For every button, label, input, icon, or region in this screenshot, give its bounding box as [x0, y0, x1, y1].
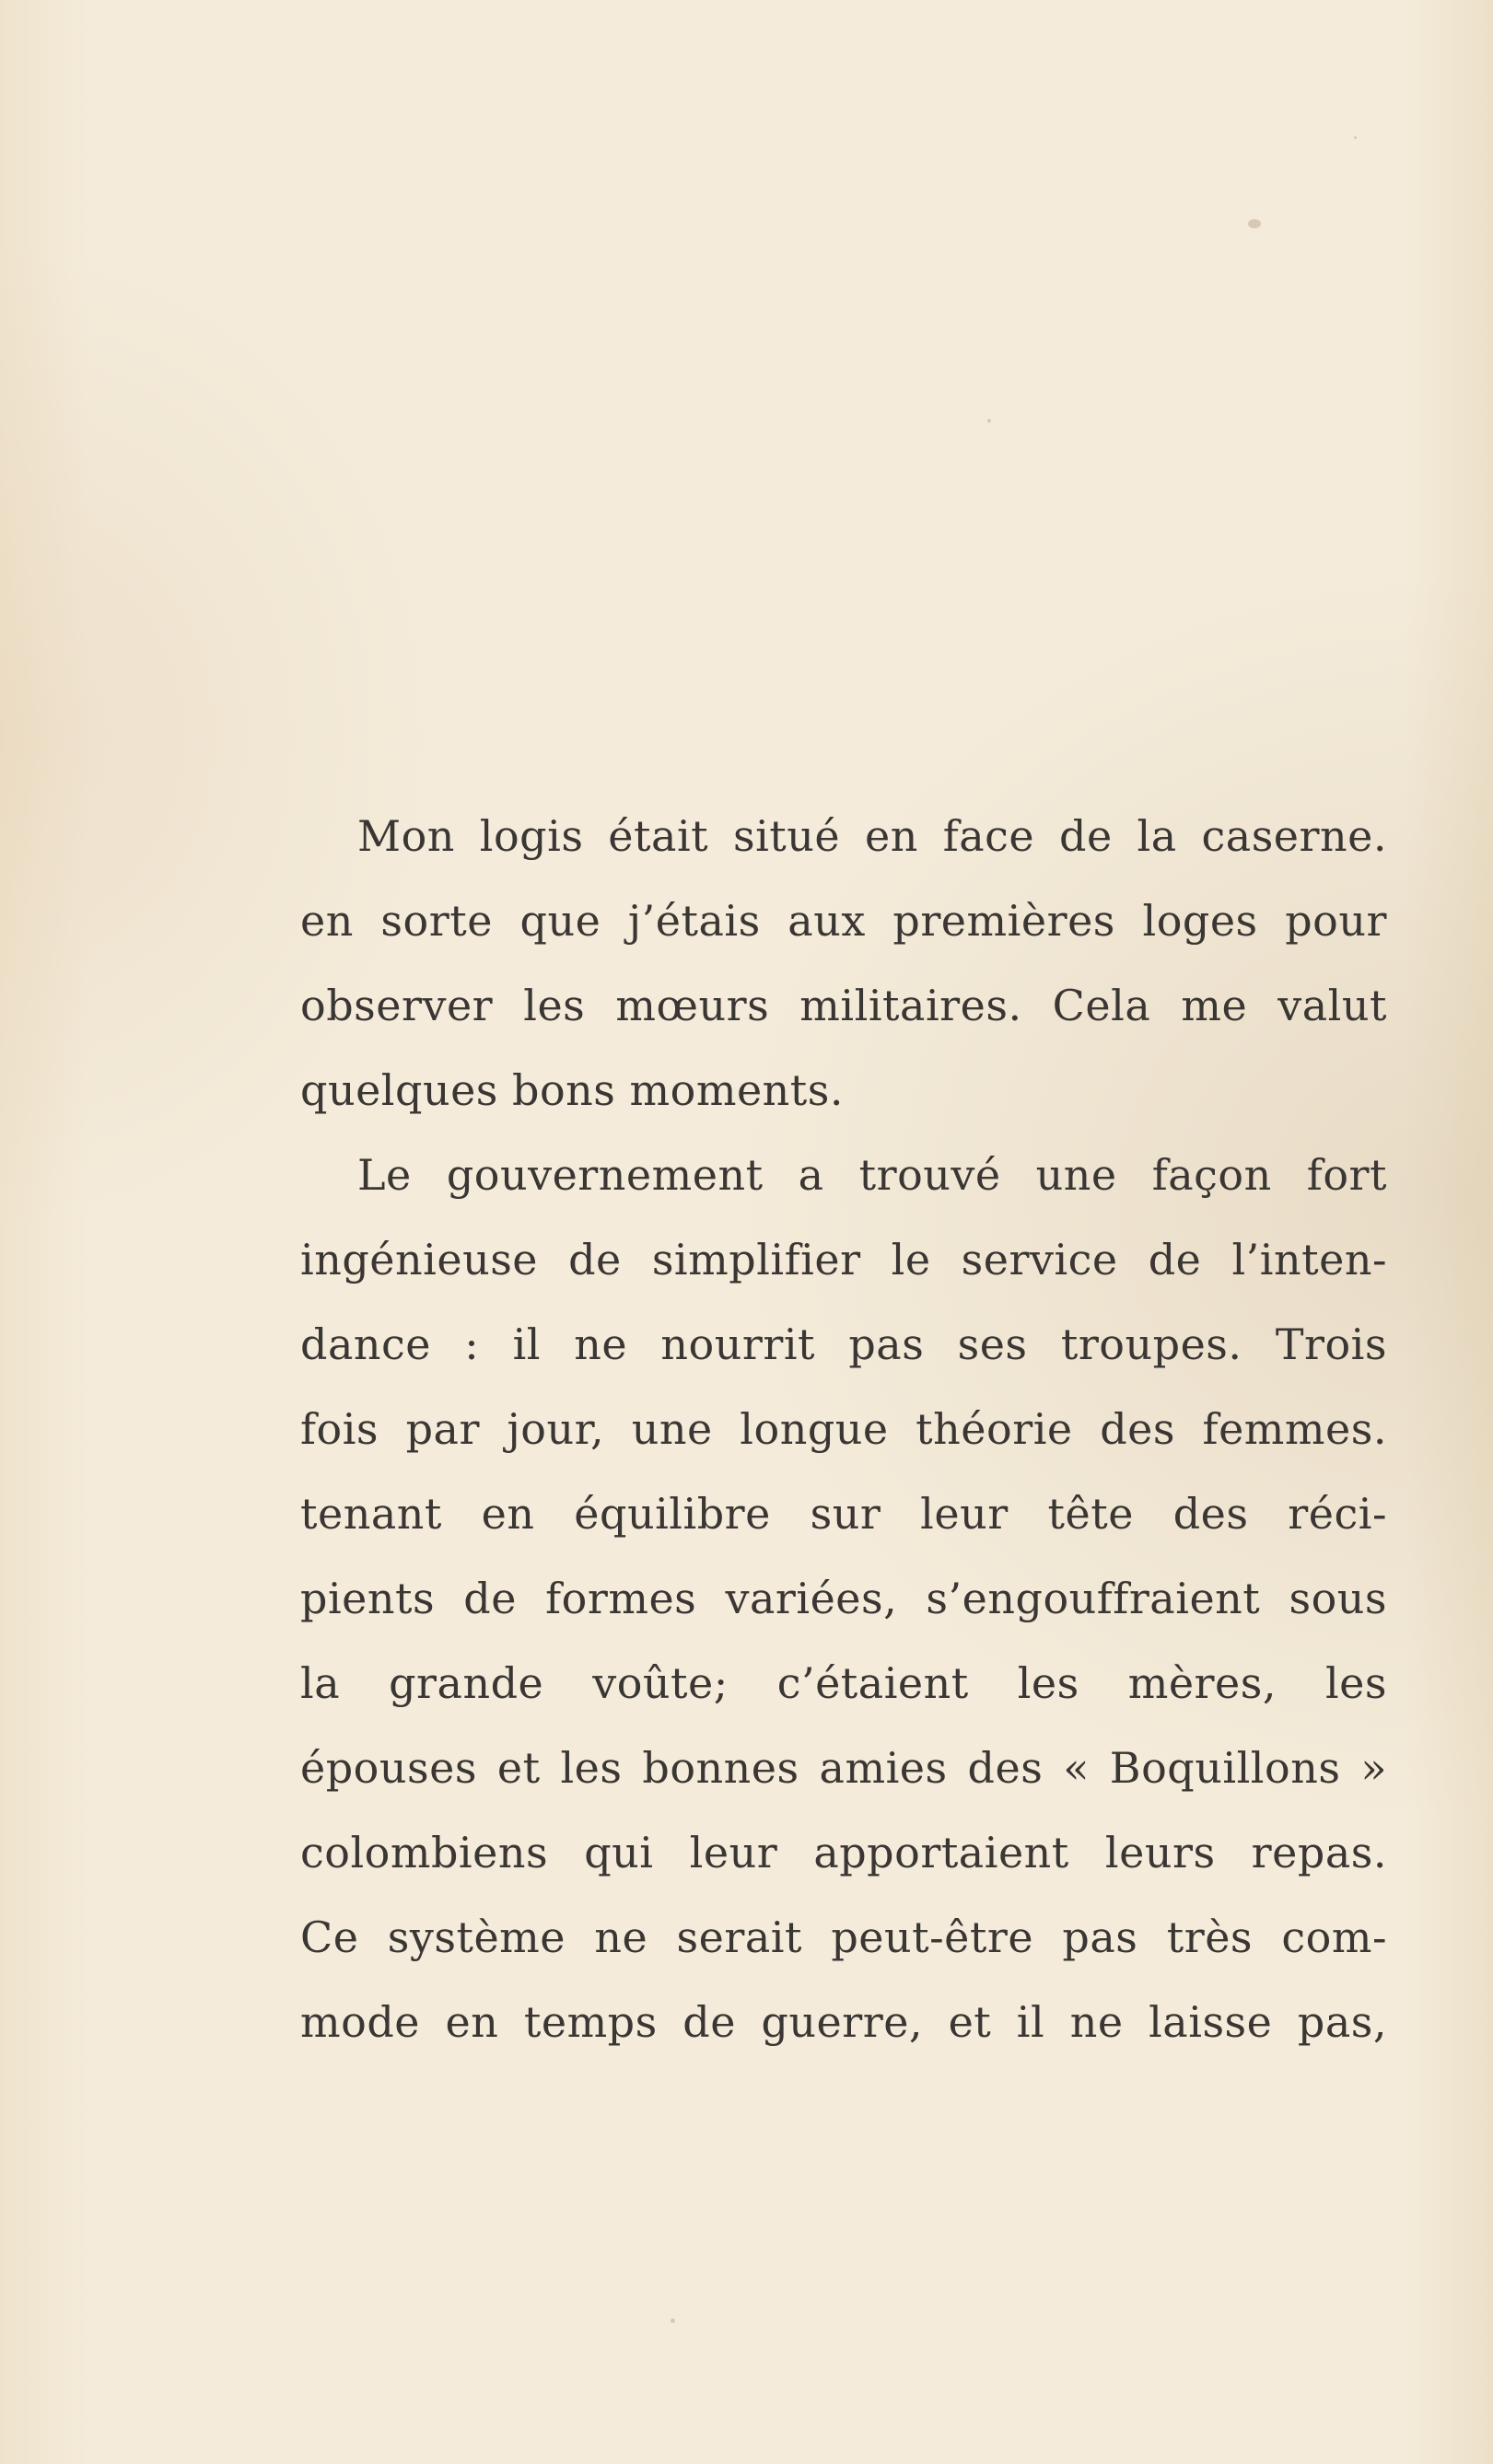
text-line: en sorte que j’étais aux premières loges pour [300, 896, 1387, 946]
body-text [300, 794, 1387, 2064]
paragraph-1 [300, 794, 1387, 1133]
text-line: ingénieuse de simplifier le service de l’inten- [300, 1235, 1387, 1284]
paper-speck [987, 419, 991, 423]
paper-speck [1354, 136, 1357, 139]
text-line: Mon logis était situé en face de la caserne. [357, 811, 1387, 861]
text-line: fois par jour, une longue théorie des femmes. [300, 1404, 1387, 1454]
text-line: observer les mœurs militaires. Cela me valut [300, 981, 1387, 1030]
paragraph-2 [300, 1133, 1387, 2064]
text-line: Le gouvernement a trouvé une façon fort [357, 1150, 1387, 1200]
paper-speck [1248, 219, 1261, 228]
text-line: pients de formes variées, s’engouffraient sous [300, 1574, 1387, 1623]
text-line: épouses et les bonnes amies des « Boquillons » [300, 1743, 1387, 1793]
text-line: colombiens qui leur apportaient leurs repas. [300, 1828, 1387, 1877]
text-line: quelques bons moments. [300, 1065, 845, 1115]
text-line: mode en temps de guerre, et il ne laisse pas, [300, 1997, 1387, 2047]
text-line: dance : il ne nourrit pas ses troupes. Trois [300, 1319, 1387, 1369]
text-line: tenant en équilibre sur leur tête des réci- [300, 1489, 1387, 1539]
text-line: Ce système ne serait peut-être pas très com- [300, 1912, 1387, 1962]
paper-speck [671, 2319, 675, 2323]
text-line: la grande voûte; c’étaient les mères, les [300, 1658, 1387, 1708]
